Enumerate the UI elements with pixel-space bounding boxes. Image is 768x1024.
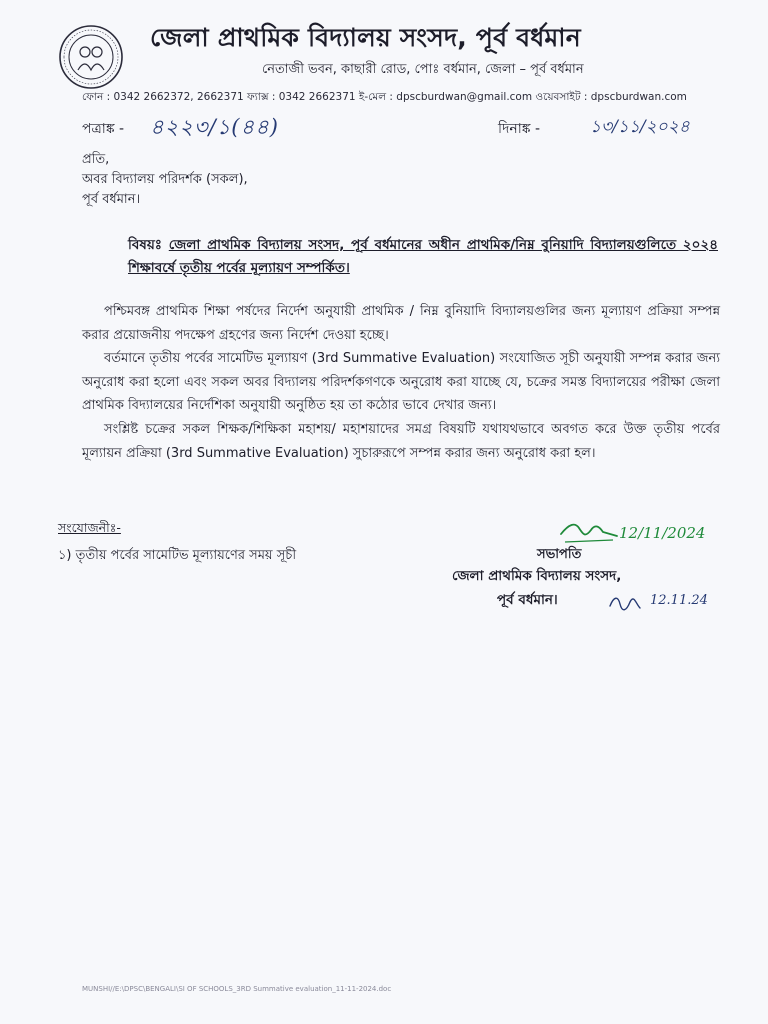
handwritten-note: 12.11.24 [650, 593, 708, 608]
subject-line [128, 234, 718, 280]
date-label: দিনাঙ্ক - [498, 121, 541, 137]
recipient-line: প্রতি, [82, 152, 110, 167]
signer-organization: জেলা প্রাথমিক বিদ্যালয় সংসদ, [452, 568, 622, 584]
recipient-line: অবর বিদ্যালয় পরিদর্শক (সকল), [82, 172, 248, 187]
handwritten-date: 12/11/2024 [619, 524, 706, 542]
memo-number: ৪২২৩/১(৪৪) [150, 115, 279, 139]
handwritten-initials [606, 582, 736, 620]
organization-seal [58, 24, 124, 90]
signer-role: সভাপতি [537, 547, 582, 562]
footer-file-path: MUNSHI//E:\DPSC\BENGALI\SI OF SCHOOLS_3RD Summative evaluation_11-11-2024.doc [82, 985, 392, 993]
organization-title: জেলা প্রাথমিক বিদ্যালয় সংসদ, পূর্ব বর্ধমান [150, 23, 581, 52]
memo-label: পত্রাঙ্ক - [82, 121, 125, 137]
enclosure-label: সংযোজনীঃ- [58, 520, 121, 535]
date-value: ১৩/১১/২০২৪ [590, 117, 690, 137]
recipient-line: পূর্ব বর্ধমান। [82, 192, 141, 207]
body-paragraph: পশ্চিমবঙ্গ প্রাথমিক শিক্ষা পর্ষদের নির্দেশ অনুযায়ী প্রাথমিক / নিম্ন বুনিয়াদি বিদ্যালয়গুলির জন্য মূল্যায়ণ প্রক্রিয়া সম্পন্ন করার প্রয়োজনীয় পদক্ষেপ গ্রহণের জন্য নির্দেশ দেওয়া হচ্ছে। [82, 304, 720, 343]
body-paragraph: বর্তমানে তৃতীয় পর্বের সামেটিভ মূল্যায়ণ (3rd Summative Evaluation) সংযোজিত সূচী অনুযায়ী সম্পন্ন করার জন্য অনুরোধ করা হলো এবং সকল অবর বিদ্যালয় পরিদর্শকগণকে অনুরোধ করা যাচ্ছে যে, চক্রের সমস্ত বিদ্যালয়ের পরীক্ষা জেলা প্রাথমিক বিদ্যালয়ের নির্দেশিকা অনুযায়ী অনুষ্ঠিত হয় তা কঠোর ভাবে দেখার জন্য। [82, 351, 720, 414]
recipient-block [82, 150, 248, 210]
organization-address: নেতাজী ভবন, কাছারী রোড, পোঃ বর্ধমান, জেলা – পূর্ব বর্ধমান [262, 62, 584, 77]
letter-body [82, 300, 720, 465]
contact-line: ফোন : 0342 2662372, 2662371 ফ্যাক্স : 0342 2662371 ই-মেল : dpscburdwan@gmail.com ওয়েবসাইট : dpscburdwan.com [82, 91, 687, 103]
subject-text: জেলা প্রাথমিক বিদ্যালয় সংসদ, পূর্ব বর্ধমানের অধীন প্রাথমিক/নিম্ন বুনিয়াদি বিদ্যালয়গুলিতে ২০২৪ শিক্ষাবর্ষে তৃতীয় পর্বের মূল্যায়ণ সম্পর্কিত। [128, 237, 718, 276]
enclosure-item: ১) তৃতীয় পর্বের সামেটিভ মূল্যায়ণের সময় সূচী [58, 548, 297, 563]
body-paragraph: সংশ্লিষ্ট চক্রের সকল শিক্ষক/শিক্ষিকা মহাশয়/ মহাশয়াদের সমগ্র বিষয়টি যথাযথভাবে অবগত করে উক্ত তৃতীয় পর্বের মূল্যায়ন প্রক্রিয়া (3rd Summative Evaluation) সুচারুরূপে সম্পন্ন করার জন্য অনুরোধ করা হল। [82, 421, 720, 461]
subject-label: বিষয়ঃ [128, 237, 162, 253]
signer-place: পূর্ব বর্ধমান। [497, 592, 558, 608]
